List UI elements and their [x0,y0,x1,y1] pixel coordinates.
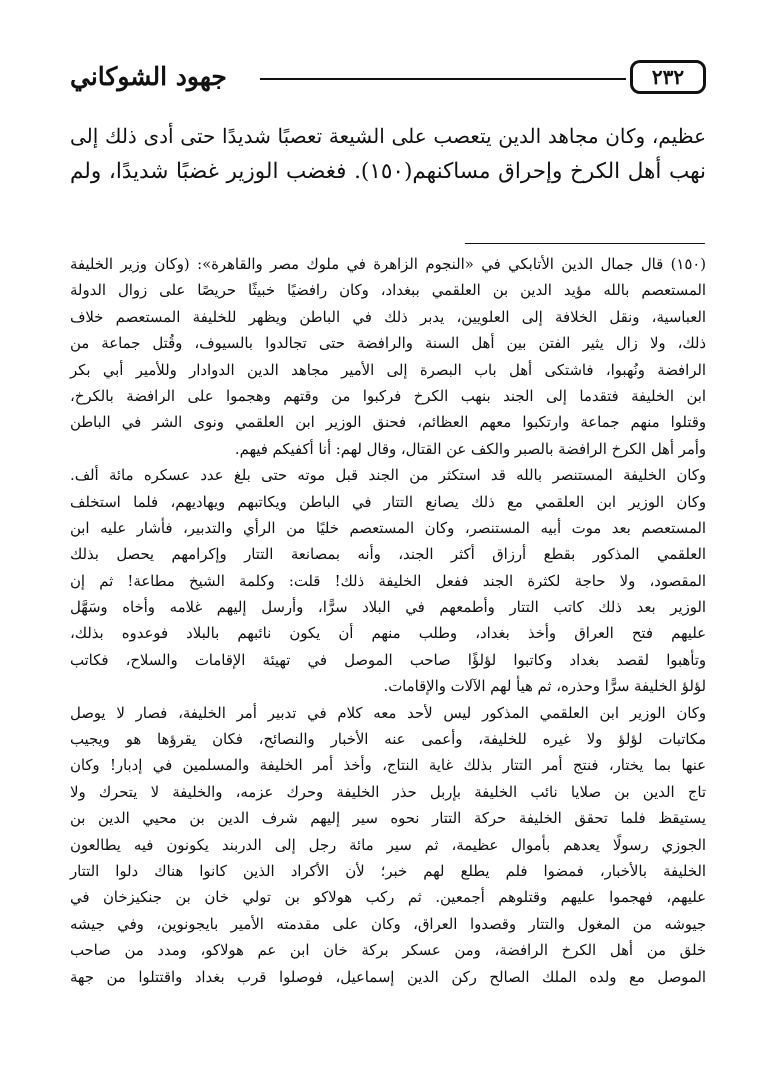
footnote-line: عليهم، فهجموا عليهم وقتلوهم أجمعين. ثم ركب هولاكو بن تولي خان بن جنكيزخان في [70,889,706,907]
footnote-line: المستعصم بالله مؤيد الدين بن العلقمي ببغداد، وكان رافضيًا خبيثًا حريصًا على زوال الدولة [70,282,706,300]
footnote-line: (١٥٠) قال جمال الدين الأتابكي في «النجوم الزاهرة في ملوك مصر والقاهرة»: (وكان وزير الخليفة [70,256,706,273]
footnote-line: عليهم فتح العراق وأخذ بغداد، وطلب منهم أن يكون نائبهم بالبلاد فوعدوه بذلك، [70,625,706,643]
footnote-line: يستيقظ فلما تحقق الخليفة حركة التتار نحوه سير إليهم شرف الدين بن محيي الدين بن [70,810,706,828]
footnote-line: المقصود، ولا حاجة لكثرة الجند ففعل الخليفة ذلك! قلت: وكلمة الشيخ مطاعة! ثم إن [70,572,706,590]
footnote-line: خلق من أهل الكرخ الرافضة، ومن عسكر بركة خان ابن عم هولاكو، ومدد من صاحب [70,942,706,960]
footnote-separator [465,243,705,244]
footnote-line: وكان الخليفة المستنصر بالله قد استكثر من الجند قبل موته حتى بلغ عدد عسكره مائة ألف. [70,467,706,485]
header-rule [260,78,626,80]
page-number: ٢٣٢ [630,60,706,94]
footnote-line: عنها بما يختار، فنتج أمر التتار بذلك غاية النتاج، وأخذ أمر الخليفة والمسلمين في إدبار! وكان [70,757,706,775]
footnote-line: مكاتبات لؤلؤ ولا غيره للخليفة، وأعمى عنه الأخبار والنصائح، فكان يقرؤها هو ويجيب [70,731,706,749]
footnote-line: وكان الوزير ابن العلقمي المذكور ليس لأحد معه كلام في تدبير أمر الخليفة، فصار لا يوصل [70,704,706,722]
footnote-line: الرافضة ونُهبوا، فاشتكى أهل باب البصرة إلى الأمير مجاهد الدين الدوادار وللأمير أبي بكر [70,361,707,379]
footnote-line: لؤلؤ الخليفة سرًّا وحذره، ثم هيأ لهم الآلات والإقامات. [383,678,706,696]
main-text-line: نهب أهل الكرخ وإحراق مساكنهم(١٥٠). فغضب الوزير غضبًا شديدًا، ولم [70,159,706,184]
page-header [70,60,706,100]
footnote-line: العباسية، ونقل الخلافة إلى العلويين، يدبر ذلك في الباطن ويظهر للخليفة المستعصم خلاف [70,308,706,326]
footnote-line: العلقمي المذكور بقطع أرزاق أكثر الجند، وأنه بمصانعة التتار وإكرامهم يحصل بذلك [70,546,706,564]
footnote-line: جيوشه من المغول والتتار وقصدوا العراق، وكان على مقدمته الأمير بايجونوين، وفي جيشه [70,915,706,933]
footnote-line: الجوزي رسولًا يعدهم بأموال عظيمة، ثم سير مائة رجل إلى الدربند يكونون فيه يطالعون [70,836,706,854]
footnote-line: الخليفة بالأخبار، فمضوا فلم يطلع لهم خبر؛ لأن الأكراد الذين كانوا هناك دلوا التتار [70,862,706,880]
footnote-line: الوزير بعد ذلك كاتب التتار وأطمعهم في البلاد سرًّا، وأرسل إليهم غلامه وأخاه وسَهَّل [70,599,706,617]
main-text [70,118,706,190]
footnote-line: وتأهبوا لقصد بغداد وكاتبوا لؤلؤًا صاحب الموصل في تهيئة الإقامات والسلاح، فكاتب [70,651,706,669]
footnote-line: وقتلوا منهم جماعة وارتكبوا معهم العظائم، فحنق الوزير ابن العلقمي ونوى الشر في الباطن [70,414,706,432]
main-text-line: عظيم، وكان مجاهد الدين يتعصب على الشيعة تعصبًا شديدًا حتى أدى ذلك إلى [70,124,706,148]
footnote-line: الموصل مع ولده الملك الصالح ركن الدين إسماعيل، فوصلوا قرب بغداد واقتتلوا من جهة [70,968,706,986]
footnote-line: ابن الخليفة فتقدما إلى الجند بنهب الكرخ فركبوا من وقتهم وهجموا على الرافضة بالكرخ، [70,387,706,405]
footnote-line: وأمر أهل الكرخ الرافضة بالصبر والكف عن القتال، وقال لهم: أنا أكفيكم فيهم. [234,440,706,458]
footnote-line: ذلك، ولا زال يثير الفتن بين أهل السنة والرافضة حتى تجالدوا بالسيوف، وقُتل جماعة من [70,335,706,353]
footnote [70,252,706,991]
footnote-line: المستعصم بعد موت أبيه المستنصر، وكان المستعصم خليًا من الرأي والتدبير، فأشار عليه ابن [70,519,706,537]
running-title: جهود الشوكاني [70,62,227,91]
footnote-line: تاج الدين بن صلايا نائب الخليفة بإربل حذر الخليفة وحرك عزمه، والخليفة لا يتحرك ولا [70,783,706,801]
footnote-line: وكان الوزير ابن العلقمي مع ذلك يصانع التتار في الباطن ويكاتبهم ويهاديهم، فلما استخلف [70,493,706,511]
